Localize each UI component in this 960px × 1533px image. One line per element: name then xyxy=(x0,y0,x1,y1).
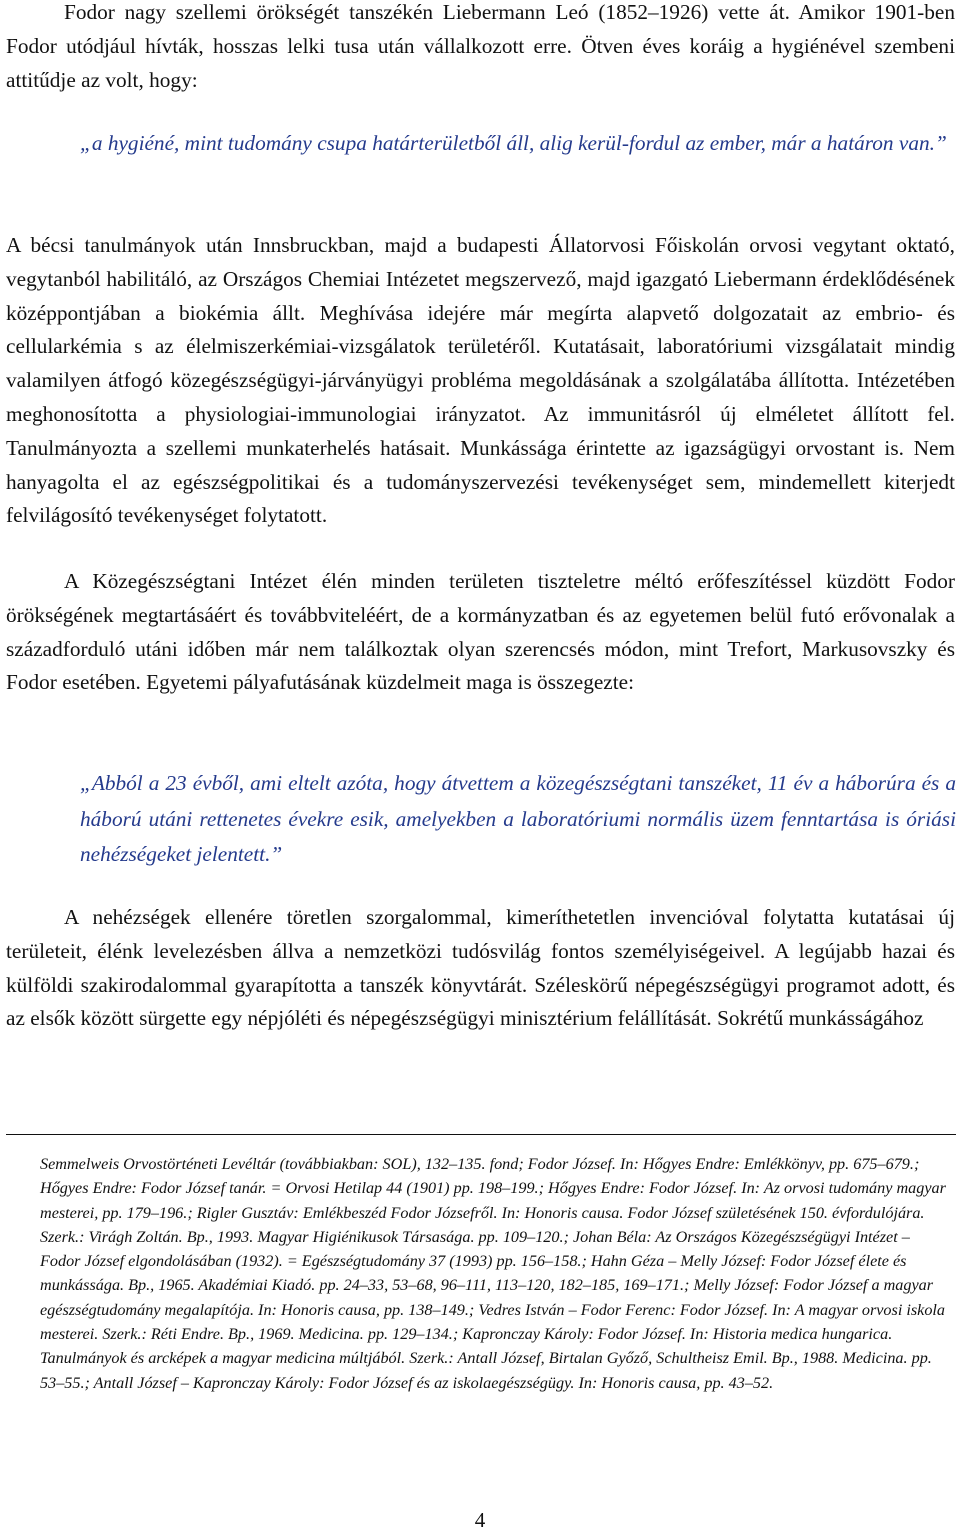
footnote-separator xyxy=(6,1134,956,1135)
body-paragraph-2: A bécsi tanulmányok után Innsbruckban, majd a budapesti Állatorvosi Főiskolán orvosi vegytant oktató, vegytanból habilitáló, az Országos Chemiai Intézetet megszervező, majd igazgató Liebermann érdeklődésének középpontjában a biokémia állt. Meghívása idejére már megírta alapvető dolgozatait az embrio- és cellularkémia s az élelmiszerkémiai-vizsgálatok területéről. Kutatásait, laboratóriumi vizsgálatait mindig valamilyen átfogó közegészségügyi-járványügyi probléma megoldásának a szolgálatába állította. Intézetében meghonosította a physiologiai-immunologiai irányzatot. Az immunitásról új elméletet állított fel. Tanulmányozta a szellemi munkaterhelés hatásait. Munkássága érintette az igazságügyi orvostant is. Nem hanyagolta el az egészségpolitikai és a tudományszervezési tevékenységet sem, mindemellett kiterjedt felvilágosító tevékenységet folytatott. xyxy=(6,233,955,528)
block-quote-hygiene: „a hygiéné, mint tudomány csupa határterületből áll, alig kerül-fordul az ember, már a határon van.” xyxy=(80,131,947,155)
body-paragraph-4: A nehézségek ellenére töretlen szorgalommal, kimeríthetetlen invencióval folytatta kutatásai új területeit, élénk levelezésben állva a nemzetközi tudósvilág fontos személyiségeivel. A legújabb hazai és külföldi szakirodalommal gyarapította a tanszék könyvtárát. Széleskörű népegészségügyi programot adott, és az elsők között sürgette egy népjóléti és népegészségügyi minisztérium felállítását. Sokrétű munkásságához xyxy=(6,905,955,1031)
page-number: 4 xyxy=(474,1508,486,1532)
footnote-text: Semmelweis Orvostörténeti Levéltár (továbbiakban: SOL), 132–135. fond; Fodor József. In: Hőgyes Endre: Emlékkönyv, pp. 675–679.; Hőgyes Endre: Fodor József tanár. = Orvosi Hetilap 44 (1901) pp. 198–199.; Hőgyes Endre: Fodor József. In: Az orvosi tudomány magyar mesterei, pp. 179–196.; Rigler Gusztáv: Emlékbeszéd Fodor Józsefről. In: Honoris causa. Fodor József születésének 150. évfordulójára. Szerk.: Virágh Zoltán. Bp., 1993. Magyar Higiénikusok Társasága. pp. 109–120.; Johan Béla: Az Országos Közegészségügyi Intézet – Fodor József elgondolásában (1932). = Egészségtudomány 37 (1993) pp. 156–158.; Hahn Géza – Melly József: Fodor József élete és munkássága. Bp., 1965. Akadémiai Kiadó. pp. 24–33, 53–68, 96–111, 113–120, 182–185, 169–171.; Melly József: Fodor József a magyar egészségtudomány megalapítója. In: Honoris causa, pp. 138–149.; Vedres István – Fodor Ferenc: Fodor József. In: A magyar orvosi iskola mesterei. Szerk.: Réti Endre. Bp., 1969. Medicina. pp. 129–134.; Kapronczay Károly: Fodor József. In: Historia medica hungarica. Tanulmányok és arcképek a magyar medicina múltjából. Szerk.: Antall József, Birtalan Győző, Schultheisz Emil. Bp., 1988. Medicina. pp. 53–55.; Antall József – Kapronczay Károly: Fodor József és az iskolaegészségügy. In: Honoris causa, pp. 43–52. xyxy=(40,1155,946,1392)
block-quote-career: „Abból a 23 évből, ami eltelt azóta, hogy átvettem a közegészségtani tanszéket, 11 év a háborúra és a háború utáni rettenetes évekre esik, amelyekben a laboratóriumi normális üzem fenntartása is óriási nehézségeket jelentett.” xyxy=(80,771,956,866)
body-paragraph-1: Fodor nagy szellemi örökségét tanszékén Liebermann Leó (1852–1926) vette át. Amikor 1901-ben Fodor utódjául hívták, hosszas lelki tusa után vállalkozott erre. Ötven éves koráig a hygiénével szembeni attitűdje az volt, hogy: xyxy=(6,0,955,92)
body-paragraph-3: A Közegészségtani Intézet élén minden területen tiszteletre méltó erőfeszítéssel küzdött Fodor örökségének megtartásáért és továbbviteléért, de a kormányzatban és az egyetemen belül futó erővonalak a századforduló utáni időben már nem találkoztak olyan szerencsés módon, mint Trefort, Markusovszky és Fodor esetében. Egyetemi pályafutásának küzdelmeit maga is összegezte: xyxy=(6,569,955,695)
